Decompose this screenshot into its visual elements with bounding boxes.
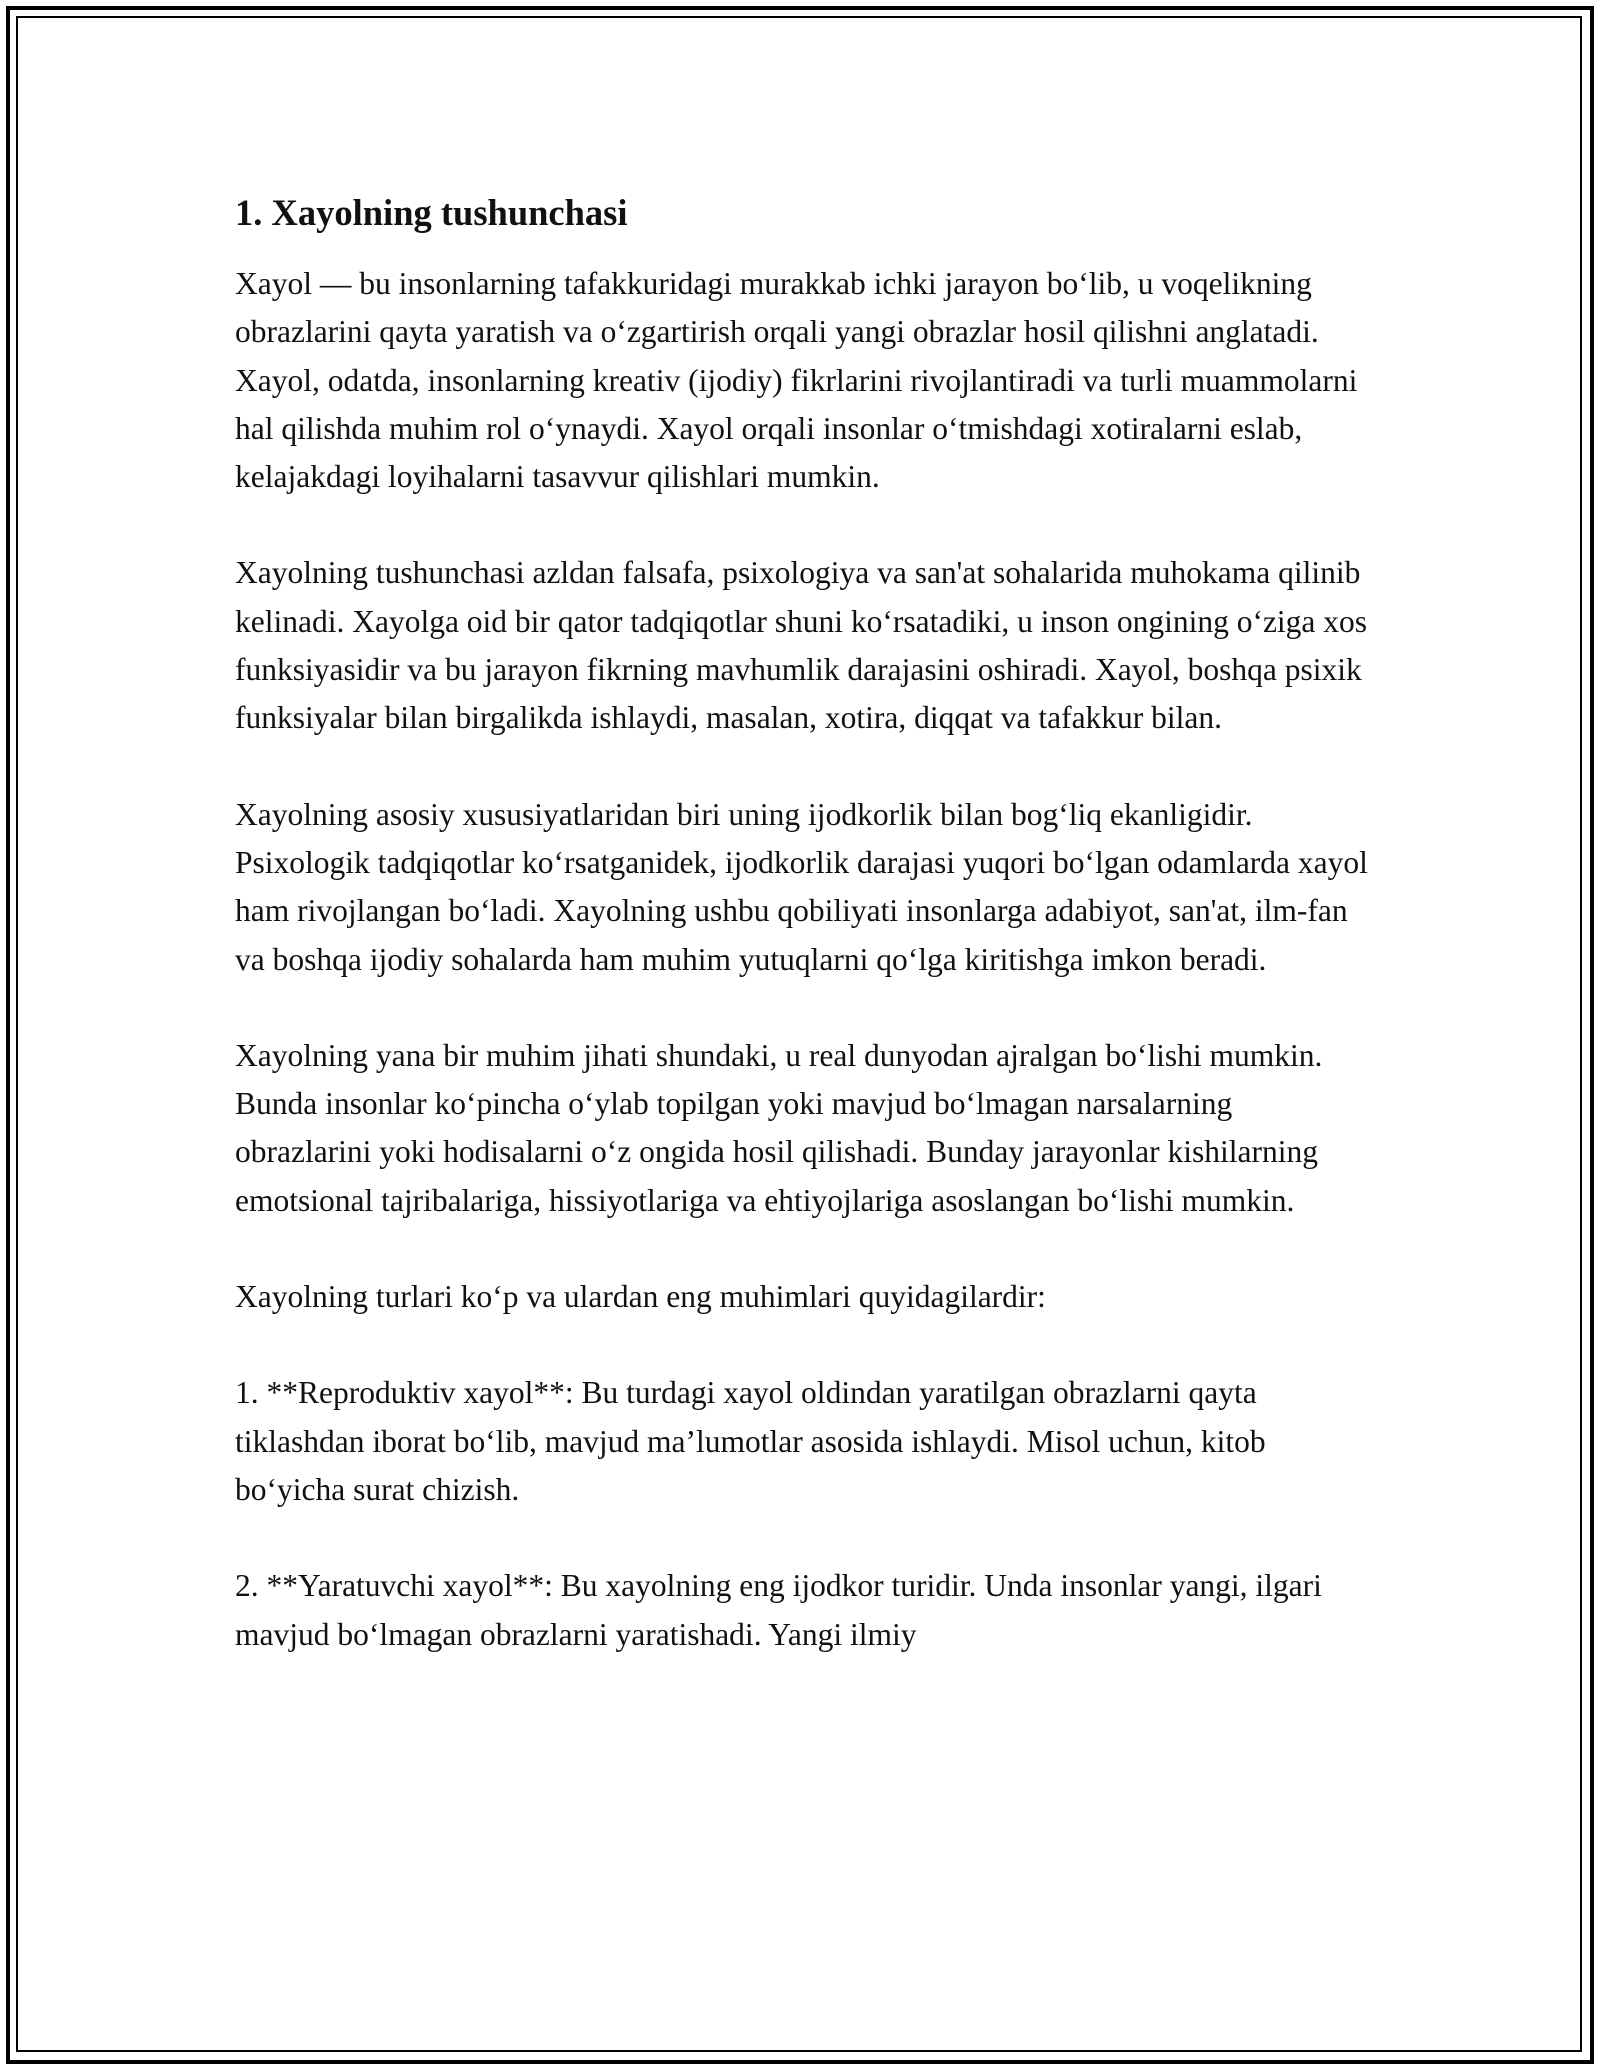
paragraph-types-intro: Xayolning turlari ko‘p va ulardan eng muhimlari quyidagilardir: (235, 1279, 1046, 1315)
list-item-creative: 2. **Yaratuvchi xayol**: Bu xayolning eng ijodkor turidir. Unda insonlar yangi, ilgari mavjud bo‘lmagan obrazlarni yaratishadi. Yangi ilmiy (235, 1568, 1322, 1652)
section-heading: 1. Xayolning tushunchasi (235, 192, 628, 233)
paragraph-definition: Xayol — bu insonlarning tafakkuridagi murakkab ichki jarayon bo‘lib, u voqelikning obrazlarini qayta yaratish va o‘zgartirish orqali yangi obrazlar hosil qilishni anglatadi. Xayol, odatda, insonlarning kreativ (ijodiy) fikrlarini rivojlantiradi va turli muammolarni hal qilishda muhim rol o‘ynaydi. Xayol orqali insonlar o‘tmishdagi xotiralarni eslab, kelajakdagi loyihalarni tasavvur qilishlari mumkin. (235, 266, 1358, 495)
document-page (235, 188, 1370, 1659)
paragraph-detachment: Xayolning yana bir muhim jihati shundaki, u real dunyodan ajralgan bo‘lishi mumkin. Bunda insonlar ko‘pincha o‘ylab topilgan yoki mavjud bo‘lmagan narsalarning obrazlarini yoki hodisalarni o‘z ongida hosil qilishadi. Bunday jarayonlar kishilarning emotsional tajribalariga, hissiyotlariga va ehtiyojlariga asoslangan bo‘lishi mumkin. (235, 1037, 1323, 1218)
list-item-reproductive: 1. **Reproduktiv xayol**: Bu turdagi xayol oldindan yaratilgan obrazlarni qayta tiklashdan iborat bo‘lib, mavjud ma’lumotlar asosida ishlaydi. Misol uchun, kitob bo‘yicha surat chizish. (235, 1375, 1266, 1507)
paragraph-creativity: Xayolning asosiy xususiyatlaridan biri uning ijodkorlik bilan bog‘liq ekanligidir. Psixologik tadqiqotlar ko‘rsatganidek, ijodkorlik darajasi yuqori bo‘lgan odamlarda xayol ham rivojlangan bo‘ladi. Xayolning ushbu qobiliyati insonlarga adabiyot, san'at, ilm-fan va boshqa ijodiy sohalarda ham muhim yutuqlarni qo‘lga kiritishga imkon beradi. (235, 796, 1368, 977)
paragraph-history: Xayolning tushunchasi azldan falsafa, psixologiya va san'at sohalarida muhokama qilinib kelinadi. Xayolga oid bir qator tadqiqotlar shuni ko‘rsatadiki, u inson ongining o‘ziga xos funksiyasidir va bu jarayon fikrning mavhumlik darajasini oshiradi. Xayol, boshqa psixik funksiyalar bilan birgalikda ishlaydi, masalan, xotira, diqqat va tafakkur bilan. (235, 555, 1368, 736)
